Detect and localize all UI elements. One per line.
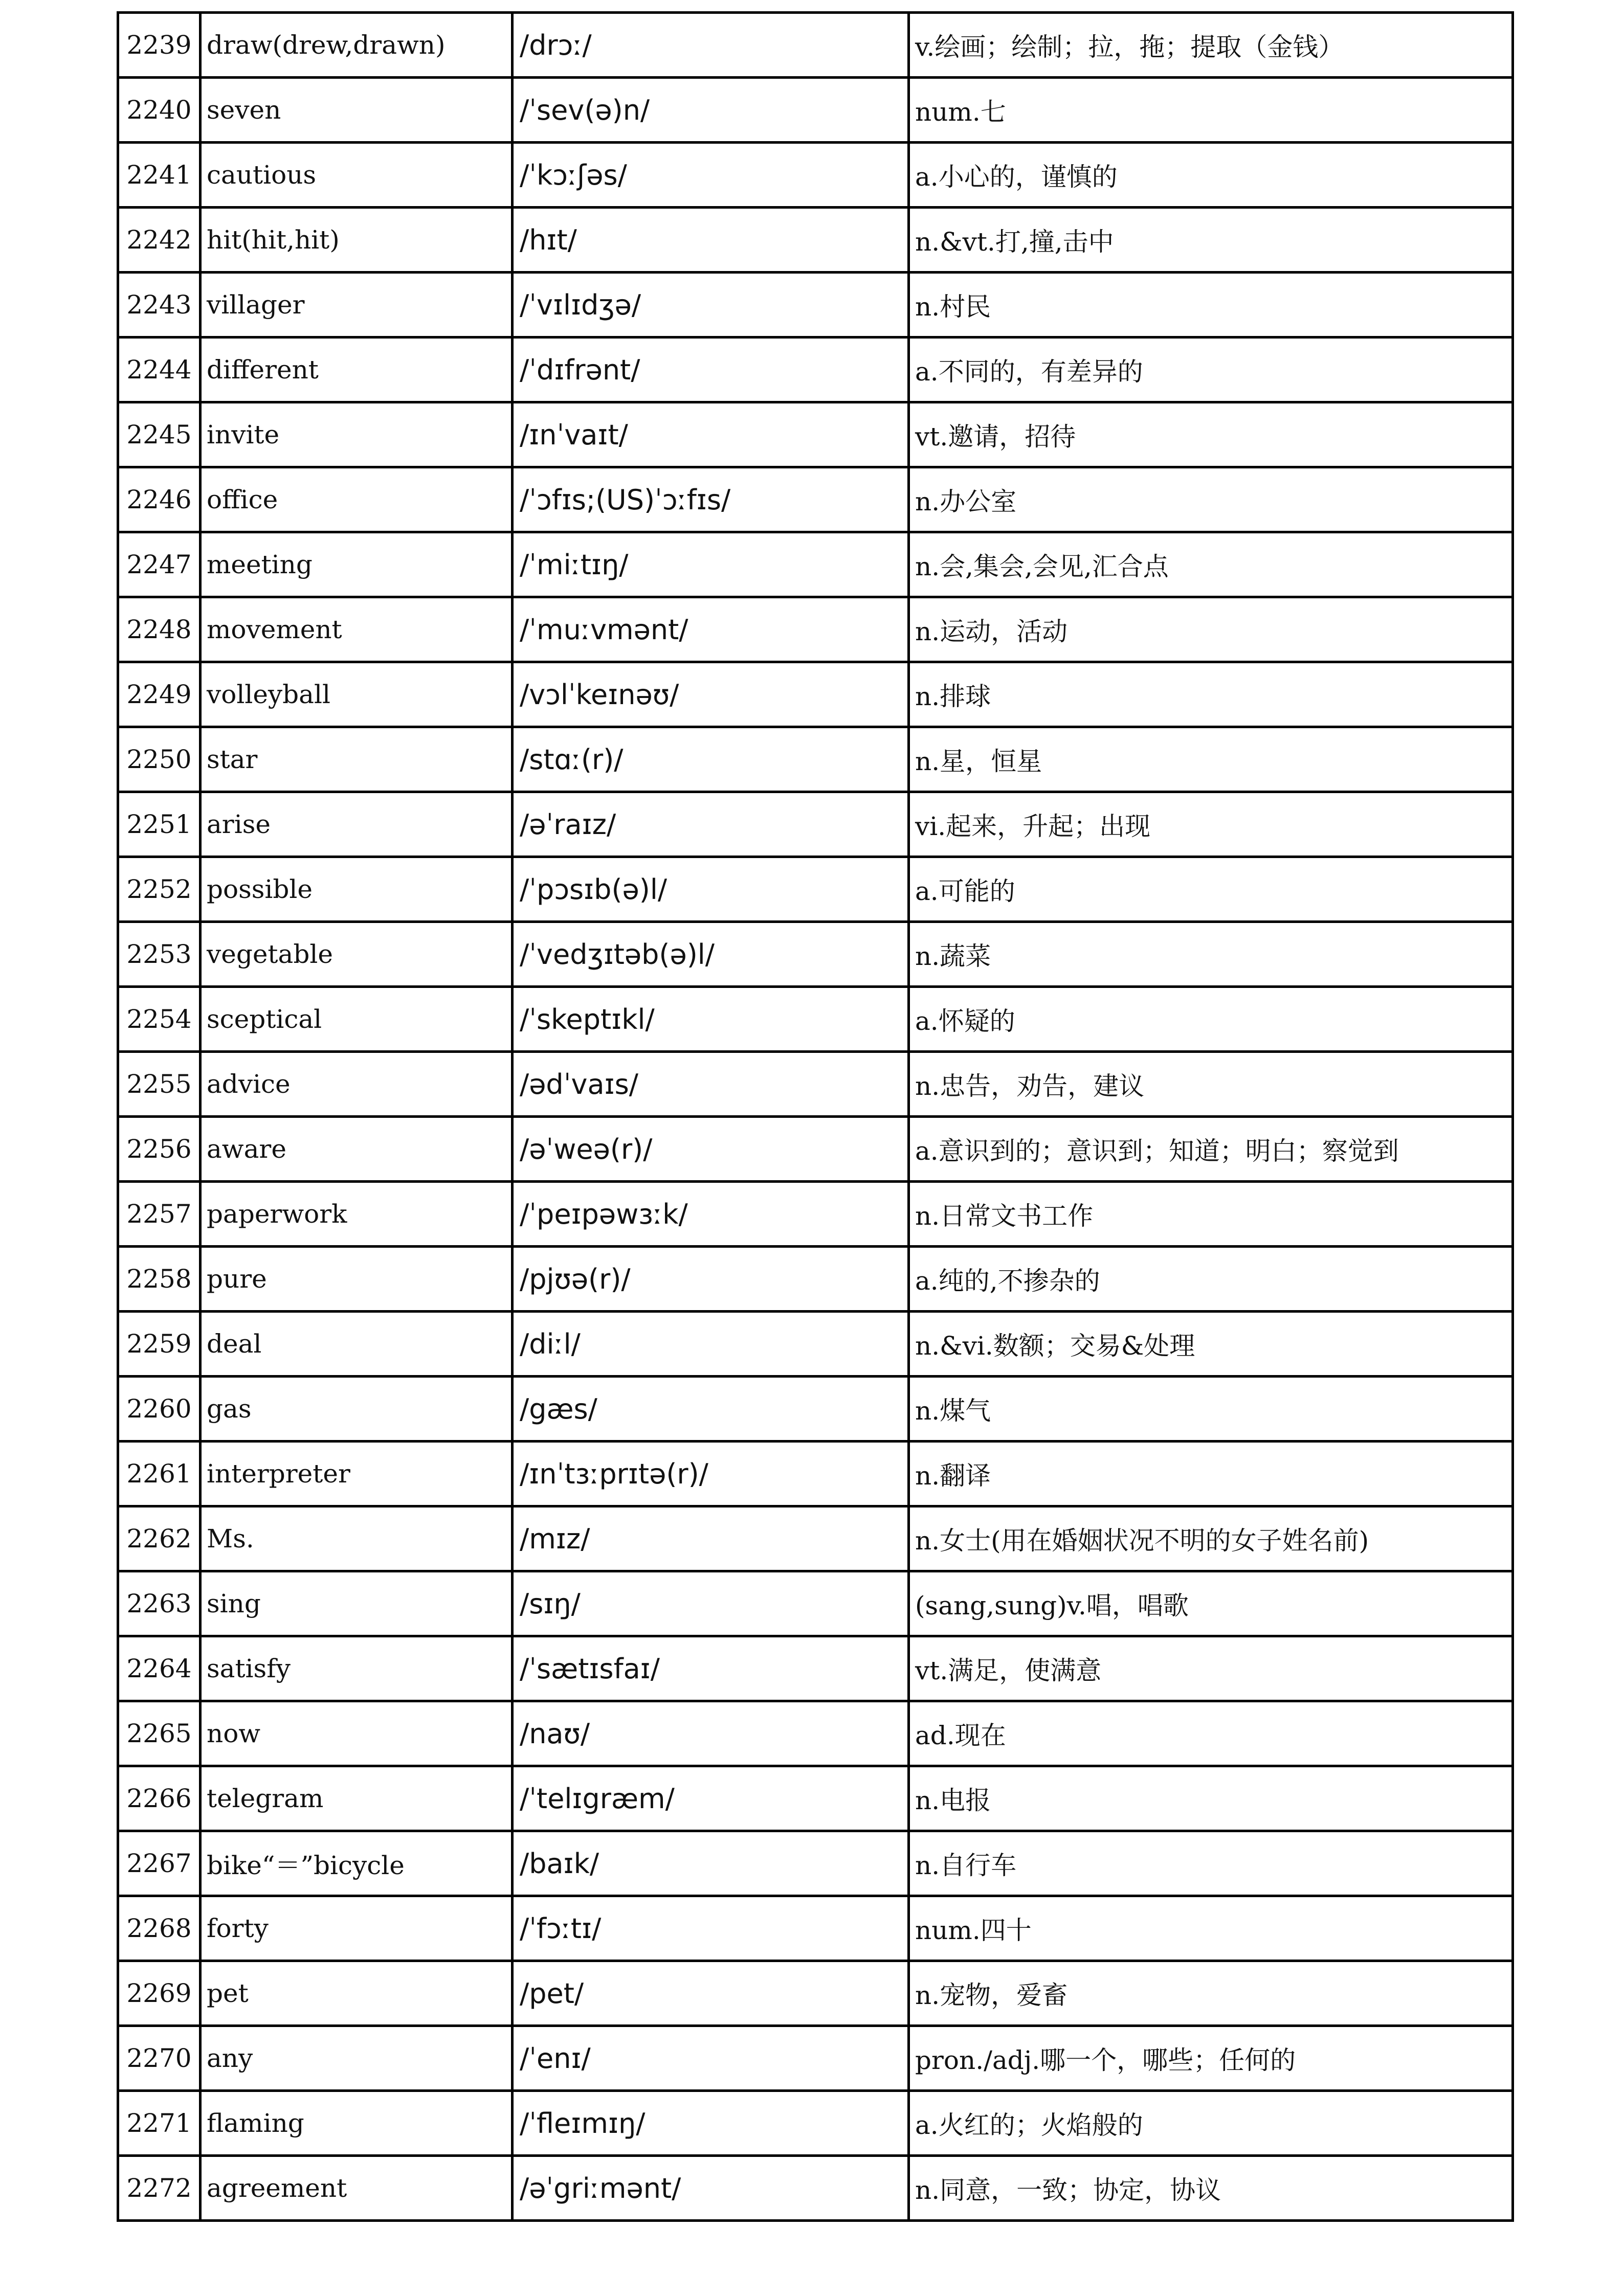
entry-definition: n.宠物，爱畜 xyxy=(909,1961,1513,2026)
entry-definition: n.日常文书工作 xyxy=(909,1182,1513,1247)
entry-number: 2268 xyxy=(118,1896,201,1961)
entry-definition: n.翻译 xyxy=(909,1442,1513,1506)
entry-number: 2243 xyxy=(118,273,201,337)
entry-word: cautious xyxy=(201,143,513,208)
entry-definition: a.可能的 xyxy=(909,857,1513,922)
entry-word: seven xyxy=(201,78,513,143)
entry-number: 2267 xyxy=(118,1831,201,1896)
entry-number: 2242 xyxy=(118,208,201,273)
entry-definition: n.女士(用在婚姻状况不明的女子姓名前) xyxy=(909,1506,1513,1571)
entry-word: telegram xyxy=(201,1766,513,1831)
table-row xyxy=(118,727,1513,792)
entry-word: movement xyxy=(201,597,513,662)
entry-phonetic: /ˈpɔsɪb(ə)l/ xyxy=(513,857,909,922)
entry-word: villager xyxy=(201,273,513,337)
entry-definition: pron./adj.哪一个，哪些；任何的 xyxy=(909,2026,1513,2091)
entry-phonetic: /ɪnˈtɜːprɪtə(r)/ xyxy=(513,1442,909,1506)
entry-phonetic: /ˈvɪlɪdʒə/ xyxy=(513,273,909,337)
entry-number: 2262 xyxy=(118,1506,201,1571)
table-row xyxy=(118,1506,1513,1571)
entry-phonetic: /naʊ/ xyxy=(513,1701,909,1766)
entry-number: 2247 xyxy=(118,532,201,597)
entry-phonetic: /ˈɔfɪs;(US)ˈɔːfɪs/ xyxy=(513,467,909,532)
entry-phonetic: /ˈskeptɪkl/ xyxy=(513,987,909,1052)
entry-phonetic: /ˈsev(ə)n/ xyxy=(513,78,909,143)
entry-phonetic: /ˈdɪfrənt/ xyxy=(513,337,909,402)
entry-definition: n.&vt.打,撞,击中 xyxy=(909,208,1513,273)
table-row xyxy=(118,597,1513,662)
table-row xyxy=(118,467,1513,532)
entry-number: 2265 xyxy=(118,1701,201,1766)
entry-phonetic: /mɪz/ xyxy=(513,1506,909,1571)
table-row xyxy=(118,987,1513,1052)
table-row xyxy=(118,1961,1513,2026)
entry-phonetic: /pjʊə(r)/ xyxy=(513,1247,909,1312)
entry-definition: ad.现在 xyxy=(909,1701,1513,1766)
entry-word: meeting xyxy=(201,532,513,597)
entry-phonetic: /əˈraɪz/ xyxy=(513,792,909,857)
table-row xyxy=(118,337,1513,402)
entry-phonetic: /ˈtelɪgræm/ xyxy=(513,1766,909,1831)
entry-definition: a.怀疑的 xyxy=(909,987,1513,1052)
entry-phonetic: /diːl/ xyxy=(513,1312,909,1377)
entry-definition: v.绘画；绘制；拉，拖；提取（金钱） xyxy=(909,13,1513,78)
entry-number: 2250 xyxy=(118,727,201,792)
entry-definition: a.纯的,不掺杂的 xyxy=(909,1247,1513,1312)
entry-word: sceptical xyxy=(201,987,513,1052)
entry-word: agreement xyxy=(201,2156,513,2221)
entry-word: advice xyxy=(201,1052,513,1117)
entry-definition: vt.邀请，招待 xyxy=(909,402,1513,467)
entry-word: gas xyxy=(201,1377,513,1442)
entry-phonetic: /ˈvedʒɪtəb(ə)l/ xyxy=(513,922,909,987)
entry-phonetic: /pet/ xyxy=(513,1961,909,2026)
entry-definition: n.自行车 xyxy=(909,1831,1513,1896)
table-row xyxy=(118,1052,1513,1117)
entry-phonetic: /gæs/ xyxy=(513,1377,909,1442)
table-row xyxy=(118,1117,1513,1182)
entry-word: pure xyxy=(201,1247,513,1312)
table-row xyxy=(118,662,1513,727)
entry-definition: a.不同的，有差异的 xyxy=(909,337,1513,402)
table-row xyxy=(118,1312,1513,1377)
entry-definition: n.排球 xyxy=(909,662,1513,727)
entry-number: 2246 xyxy=(118,467,201,532)
table-row xyxy=(118,1636,1513,1701)
entry-word: invite xyxy=(201,402,513,467)
entry-word: flaming xyxy=(201,2091,513,2156)
entry-word: hit(hit,hit) xyxy=(201,208,513,273)
table-row xyxy=(118,1766,1513,1831)
entry-word: satisfy xyxy=(201,1636,513,1701)
entry-word: forty xyxy=(201,1896,513,1961)
entry-number: 2272 xyxy=(118,2156,201,2221)
table-row xyxy=(118,2026,1513,2091)
entry-definition: n.同意，一致；协定，协议 xyxy=(909,2156,1513,2221)
entry-number: 2254 xyxy=(118,987,201,1052)
entry-definition: num.七 xyxy=(909,78,1513,143)
entry-phonetic: /sɪŋ/ xyxy=(513,1571,909,1636)
entry-word: draw(drew,drawn) xyxy=(201,13,513,78)
entry-word: bike“＝”bicycle xyxy=(201,1831,513,1896)
entry-word: star xyxy=(201,727,513,792)
entry-number: 2261 xyxy=(118,1442,201,1506)
table-row xyxy=(118,532,1513,597)
entry-word: now xyxy=(201,1701,513,1766)
entry-definition: vt.满足，使满意 xyxy=(909,1636,1513,1701)
entry-number: 2258 xyxy=(118,1247,201,1312)
entry-number: 2263 xyxy=(118,1571,201,1636)
entry-number: 2241 xyxy=(118,143,201,208)
table-row xyxy=(118,1182,1513,1247)
entry-definition: a.火红的；火焰般的 xyxy=(909,2091,1513,2156)
entry-word: paperwork xyxy=(201,1182,513,1247)
entry-number: 2240 xyxy=(118,78,201,143)
entry-phonetic: /hɪt/ xyxy=(513,208,909,273)
entry-phonetic: /ˈsætɪsfaɪ/ xyxy=(513,1636,909,1701)
table-row xyxy=(118,402,1513,467)
entry-phonetic: /ˈmuːvmənt/ xyxy=(513,597,909,662)
table-row xyxy=(118,922,1513,987)
entry-phonetic: /vɔlˈkeɪnəʊ/ xyxy=(513,662,909,727)
table-row xyxy=(118,792,1513,857)
table-row xyxy=(118,273,1513,337)
entry-word: arise xyxy=(201,792,513,857)
entry-number: 2245 xyxy=(118,402,201,467)
entry-definition: n.运动，活动 xyxy=(909,597,1513,662)
entry-number: 2264 xyxy=(118,1636,201,1701)
entry-number: 2270 xyxy=(118,2026,201,2091)
table-row xyxy=(118,208,1513,273)
entry-phonetic: /drɔː/ xyxy=(513,13,909,78)
entry-phonetic: /ˈmiːtɪŋ/ xyxy=(513,532,909,597)
entry-word: volleyball xyxy=(201,662,513,727)
entry-phonetic: /əˈgriːmənt/ xyxy=(513,2156,909,2221)
entry-definition: a.意识到的；意识到；知道；明白；察觉到 xyxy=(909,1117,1513,1182)
entry-definition: a.小心的，谨慎的 xyxy=(909,143,1513,208)
table-row xyxy=(118,13,1513,78)
entry-number: 2253 xyxy=(118,922,201,987)
entry-word: office xyxy=(201,467,513,532)
table-row xyxy=(118,1701,1513,1766)
entry-number: 2252 xyxy=(118,857,201,922)
entry-number: 2271 xyxy=(118,2091,201,2156)
entry-definition: n.&vi.数额；交易&处理 xyxy=(909,1312,1513,1377)
entry-phonetic: /əˈweə(r)/ xyxy=(513,1117,909,1182)
entry-phonetic: /baɪk/ xyxy=(513,1831,909,1896)
entry-phonetic: /ˈenɪ/ xyxy=(513,2026,909,2091)
table-row xyxy=(118,2156,1513,2221)
table-row xyxy=(118,1571,1513,1636)
entry-word: interpreter xyxy=(201,1442,513,1506)
entry-phonetic: /ˈpeɪpəwɜːk/ xyxy=(513,1182,909,1247)
entry-definition: n.蔬菜 xyxy=(909,922,1513,987)
table-row xyxy=(118,1442,1513,1506)
entry-number: 2260 xyxy=(118,1377,201,1442)
entry-number: 2266 xyxy=(118,1766,201,1831)
entry-definition: (sang,sung)v.唱，唱歌 xyxy=(909,1571,1513,1636)
entry-word: Ms. xyxy=(201,1506,513,1571)
table-row xyxy=(118,1896,1513,1961)
entry-phonetic: /ədˈvaɪs/ xyxy=(513,1052,909,1117)
table-row xyxy=(118,143,1513,208)
entry-definition: n.村民 xyxy=(909,273,1513,337)
vocabulary-table-body xyxy=(118,13,1513,2221)
entry-definition: n.忠告，劝告，建议 xyxy=(909,1052,1513,1117)
entry-word: possible xyxy=(201,857,513,922)
entry-number: 2251 xyxy=(118,792,201,857)
table-row xyxy=(118,1377,1513,1442)
entry-word: pet xyxy=(201,1961,513,2026)
entry-phonetic: /ɪnˈvaɪt/ xyxy=(513,402,909,467)
entry-word: vegetable xyxy=(201,922,513,987)
entry-number: 2239 xyxy=(118,13,201,78)
entry-phonetic: /ˈfɔːtɪ/ xyxy=(513,1896,909,1961)
entry-number: 2244 xyxy=(118,337,201,402)
entry-definition: n.星，恒星 xyxy=(909,727,1513,792)
vocabulary-table xyxy=(117,11,1514,2222)
entry-number: 2256 xyxy=(118,1117,201,1182)
entry-definition: vi.起来，升起；出现 xyxy=(909,792,1513,857)
entry-word: aware xyxy=(201,1117,513,1182)
entry-word: deal xyxy=(201,1312,513,1377)
entry-definition: num.四十 xyxy=(909,1896,1513,1961)
table-row xyxy=(118,1247,1513,1312)
table-row xyxy=(118,78,1513,143)
entry-phonetic: /ˈfleɪmɪŋ/ xyxy=(513,2091,909,2156)
entry-word: any xyxy=(201,2026,513,2091)
table-row xyxy=(118,2091,1513,2156)
entry-definition: n.办公室 xyxy=(909,467,1513,532)
entry-number: 2248 xyxy=(118,597,201,662)
entry-word: different xyxy=(201,337,513,402)
entry-number: 2249 xyxy=(118,662,201,727)
entry-number: 2259 xyxy=(118,1312,201,1377)
table-row xyxy=(118,857,1513,922)
entry-phonetic: /stɑː(r)/ xyxy=(513,727,909,792)
entry-definition: n.煤气 xyxy=(909,1377,1513,1442)
entry-definition: n.电报 xyxy=(909,1766,1513,1831)
entry-phonetic: /ˈkɔːʃəs/ xyxy=(513,143,909,208)
table-row xyxy=(118,1831,1513,1896)
entry-word: sing xyxy=(201,1571,513,1636)
entry-number: 2255 xyxy=(118,1052,201,1117)
entry-number: 2257 xyxy=(118,1182,201,1247)
entry-number: 2269 xyxy=(118,1961,201,2026)
entry-definition: n.会,集会,会见,汇合点 xyxy=(909,532,1513,597)
